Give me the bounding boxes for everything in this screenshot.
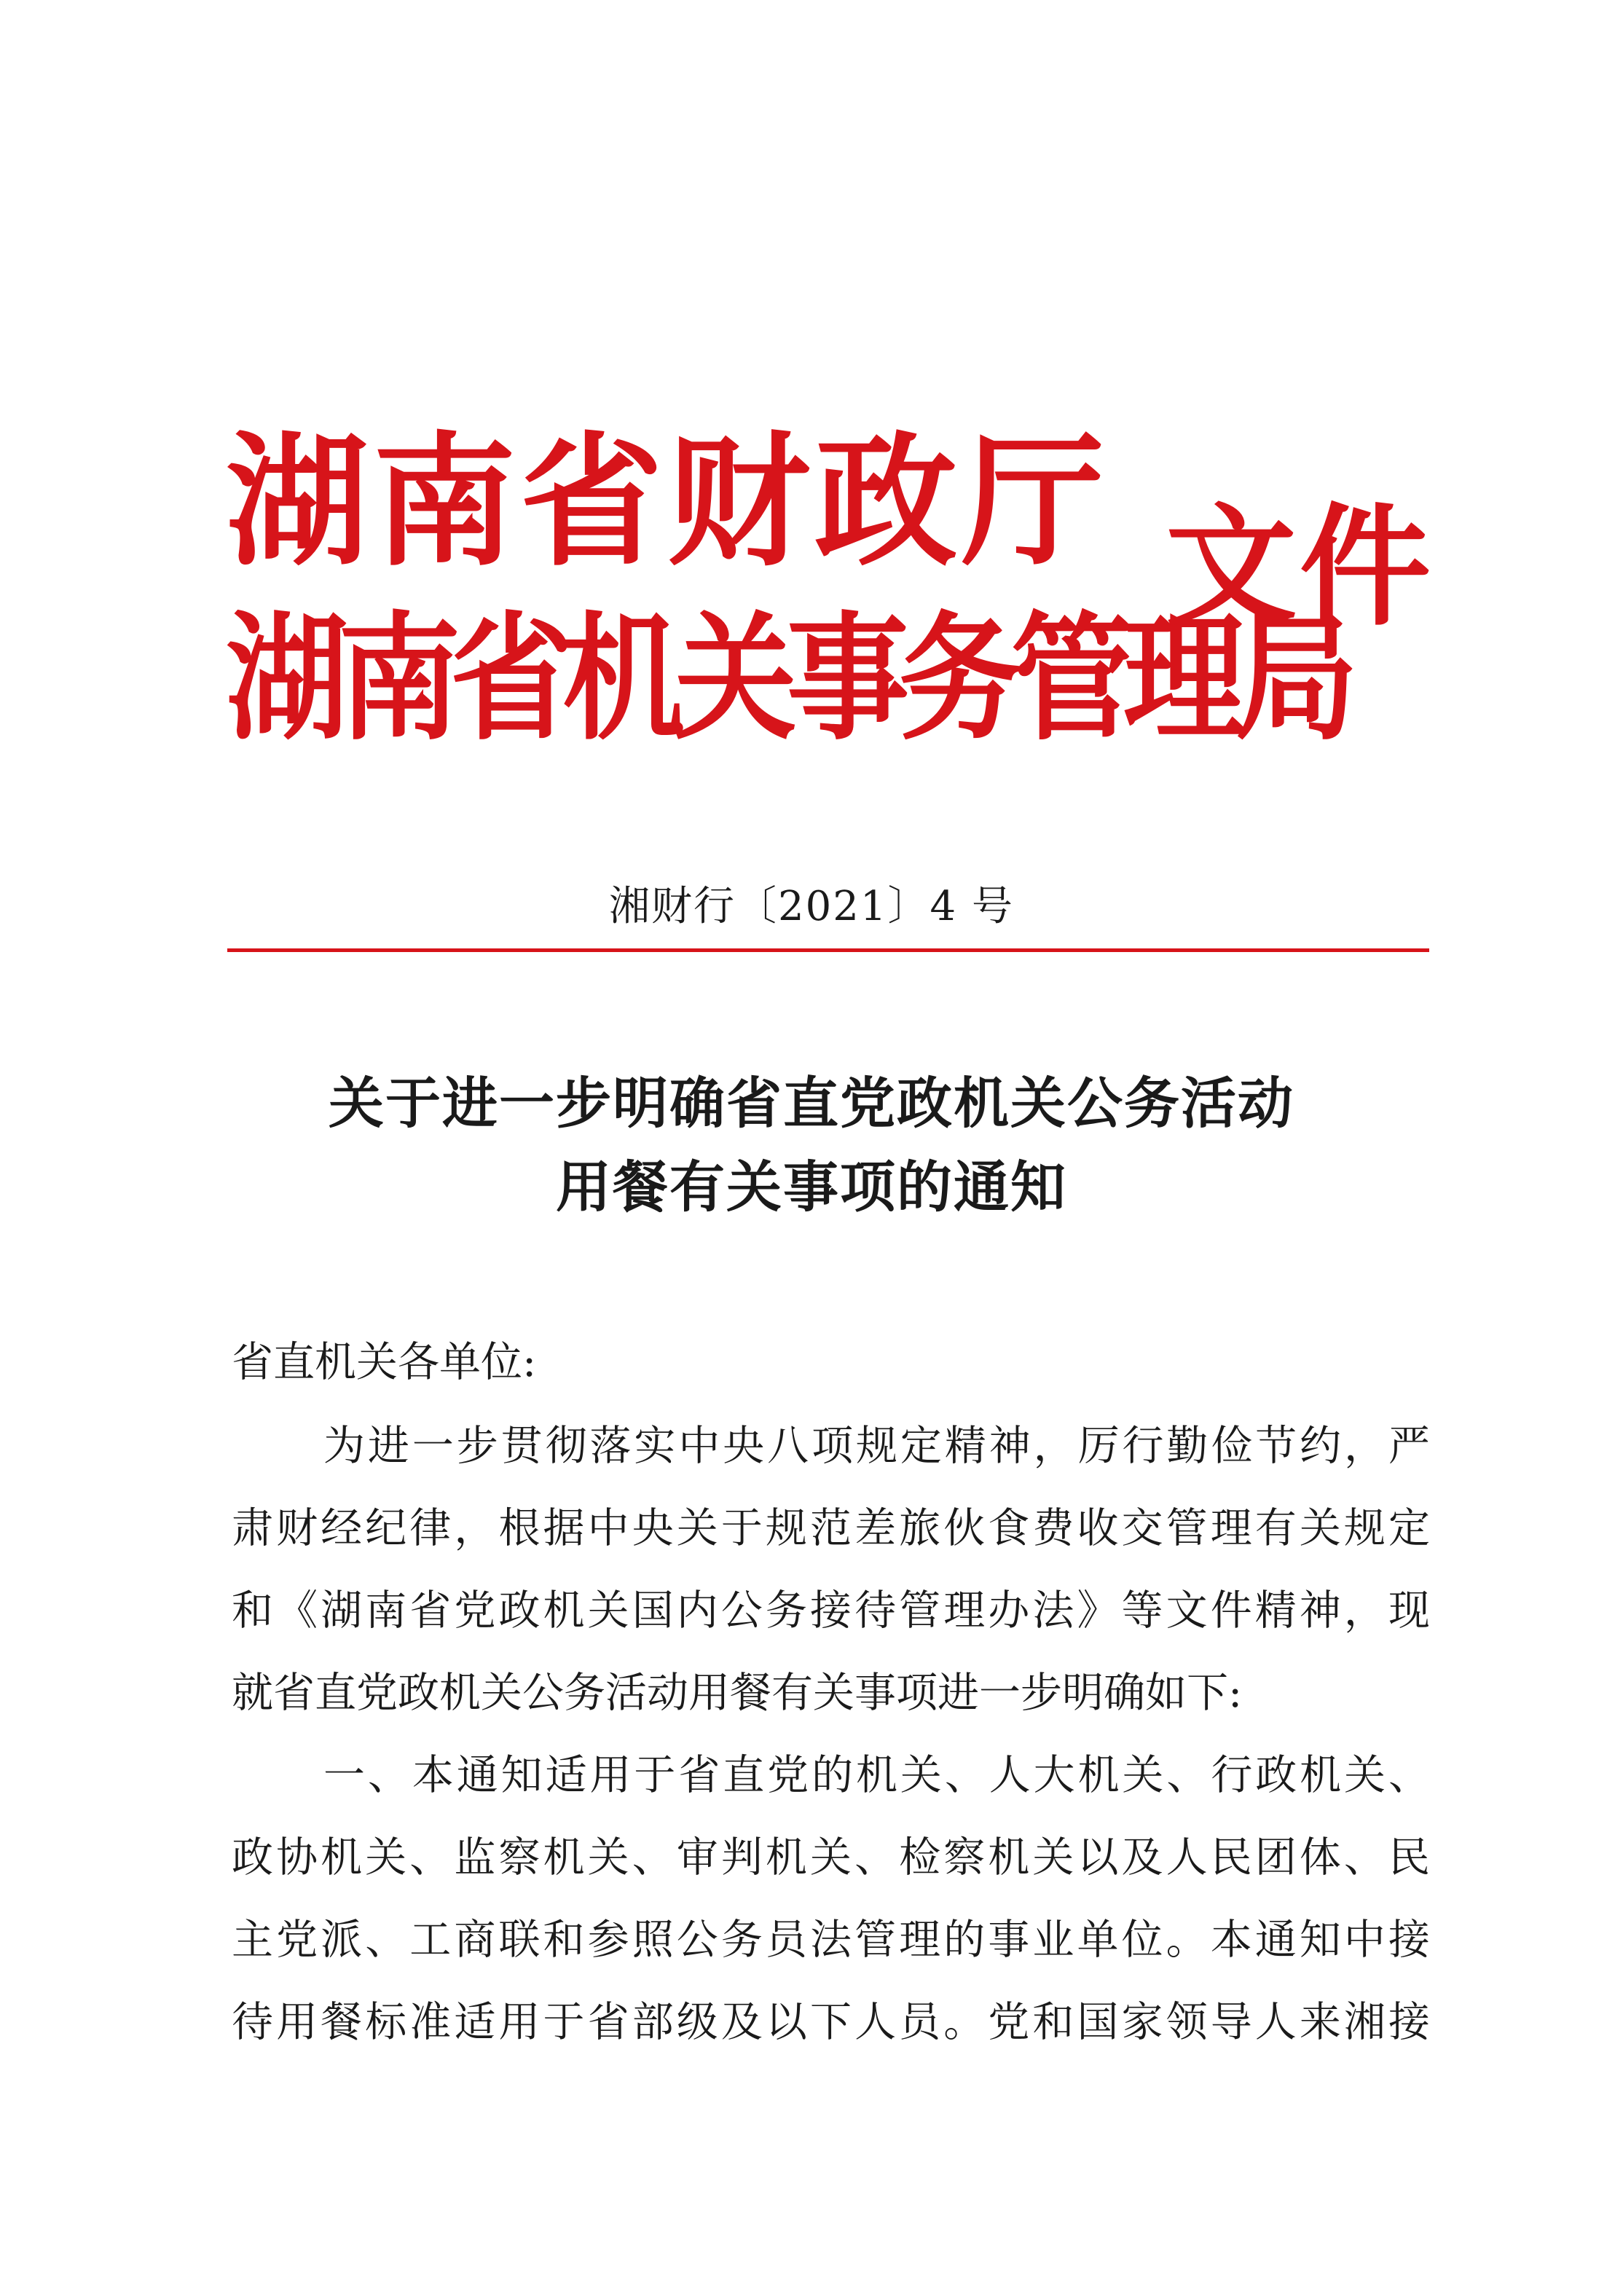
body-line: 肃财经纪律，根据中央关于规范差旅伙食费收交管理有关规定 — [232, 1504, 1430, 1552]
salutation: 省直机关各单位: — [232, 1338, 537, 1386]
issuer-name-finance-department: 湖南省财政厅 — [226, 420, 1109, 586]
document-title-line-2: 用餐有关事项的通知 — [556, 1155, 1067, 1219]
issuer-name-affairs-bureau: 湖南省机关事务管理局 — [226, 599, 1348, 759]
body-line: 一、本通知适用于省直党的机关、人大机关、行政机关、 — [323, 1751, 1430, 1799]
document-type-label: 文件 — [1166, 492, 1434, 644]
body-line: 为进一步贯彻落实中央八项规定精神，厉行勤俭节约，严 — [323, 1422, 1430, 1470]
document-number: 湘财行〔2021〕4 号 — [609, 883, 1014, 930]
body-line: 待用餐标准适用于省部级及以下人员。党和国家领导人来湘接 — [232, 1998, 1430, 2046]
body-line: 政协机关、监察机关、审判机关、检察机关以及人民团体、民 — [232, 1833, 1430, 1882]
document-title-line-1: 关于进一步明确省直党政机关公务活动 — [329, 1071, 1294, 1136]
body-line: 和《湖南省党政机关国内公务接待管理办法》等文件精神，现 — [232, 1587, 1430, 1635]
body-line: 主党派、工商联和参照公务员法管理的事业单位。本通知中接 — [232, 1916, 1430, 1964]
red-divider-line — [227, 948, 1429, 952]
body-line: 就省直党政机关公务活动用餐有关事项进一步明确如下: — [232, 1669, 1243, 1717]
